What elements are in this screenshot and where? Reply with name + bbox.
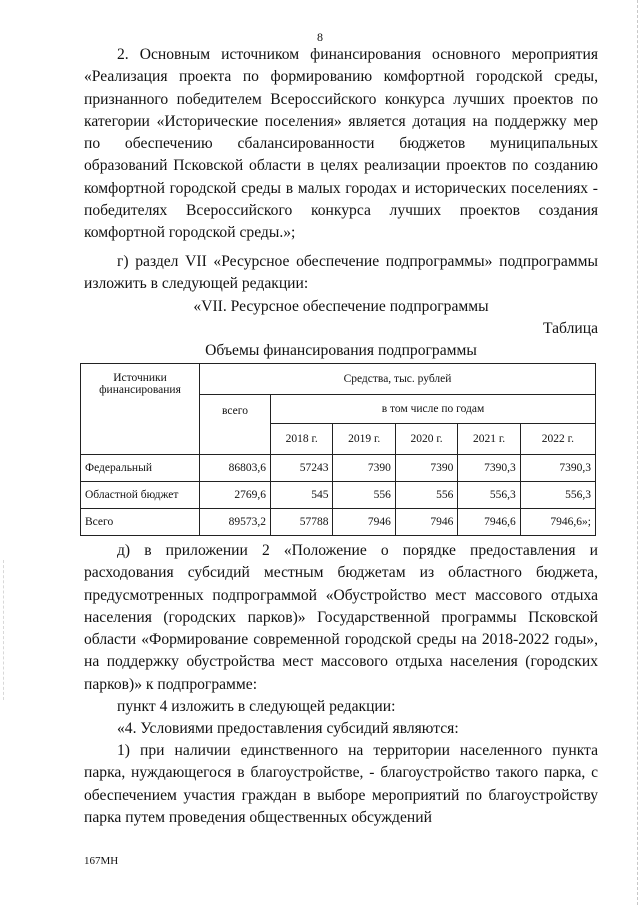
row-value: 556,3 [458,482,520,509]
row-value: 556 [333,482,395,509]
paragraph-condition-1: 1) при наличии единственного на территории населенного пункта парка, нуждающегося в благоустройстве, - благоустройство такого парка, с обеспечением участия граждан в выборе мероприятий по благоустройству парка путем проведения общественных обсуждений [84,742,598,826]
scan-edge-right [636,0,638,905]
table-row [81,482,596,509]
row-value: 7946,6 [458,509,520,536]
header-sources: Источники финансирования [81,364,200,455]
row-value: 7946 [395,509,457,536]
table-row [81,455,596,482]
row-value: 556 [395,482,457,509]
row-name: Всего [81,509,200,536]
page-number: 8 [317,30,323,44]
row-value: 7390 [333,455,395,482]
paragraph-conditions: «4. Условиями предоставления субсидий являются: [117,720,459,737]
header-year: 2021 г. [458,424,520,455]
paragraph-point-4: пункт 4 изложить в следующей редакции: [117,698,396,715]
row-value: 57788 [271,509,333,536]
row-total: 2769,6 [200,482,271,509]
paragraph-2: 2. Основным источником финансирования основного мероприятия «Реализация проекта по формированию комфортной городской среды, признанного победителем Всероссийского конкурса лучших проектов по категории «Исторические поселения» является дотация на поддержку мер по обеспечению сбалансированности бюджетов муниципальных образований Псковской области в целях реализации проектов по созданию комфортной городской среды в малых городах и исторических поселениях - победителях Всероссийского конкурса лучших проектов создания комфортной городской среды.»; [84,46,598,242]
row-value: 7946,6»; [520,509,595,536]
row-total: 86803,6 [200,455,271,482]
footer-code: 167МН [84,855,119,867]
header-year: 2018 г. [271,424,333,455]
section-title: «VII. Ресурсное обеспечение подпрограммы [193,298,489,315]
header-by-years: в том числе по годам [271,395,596,424]
row-name: Федеральный [81,455,200,482]
row-value: 57243 [271,455,333,482]
row-value: 7390,3 [458,455,520,482]
table-label: Таблица [543,320,598,337]
table-title: Объемы финансирования подпрограммы [205,342,477,359]
row-value: 545 [271,482,333,509]
row-name: Областной бюджет [81,482,200,509]
paragraph-g: г) раздел VII «Ресурсное обеспечение подпрограммы» подпрограммы изложить в следующей редакции: [84,253,598,293]
header-year: 2020 г. [395,424,457,455]
row-value: 7390 [395,455,457,482]
header-year: 2019 г. [333,424,395,455]
row-value: 7390,3 [520,455,595,482]
table-row [81,509,596,536]
row-value: 556,3 [520,482,595,509]
header-year: 2022 г. [520,424,595,455]
paragraph-d: д) в приложении 2 «Положение о порядке предоставления и расходования субсидий местным бюджетам из областного бюджета, предусмотренных подпрограммой «Обустройство мест массового отдыха населения (городских парков)» Государственной программы Псковской области «Формирование современной городской среды на 2018-2022 годы», на поддержку обустройства мест массового отдыха населения (городских парков)» к подпрограмме: [84,542,598,693]
header-funds: Средства, тыс. рублей [200,364,596,395]
row-value: 7946 [333,509,395,536]
scan-edge-left [3,560,5,700]
header-total: всего [200,395,271,455]
financing-table [80,363,596,536]
row-total: 89573,2 [200,509,271,536]
